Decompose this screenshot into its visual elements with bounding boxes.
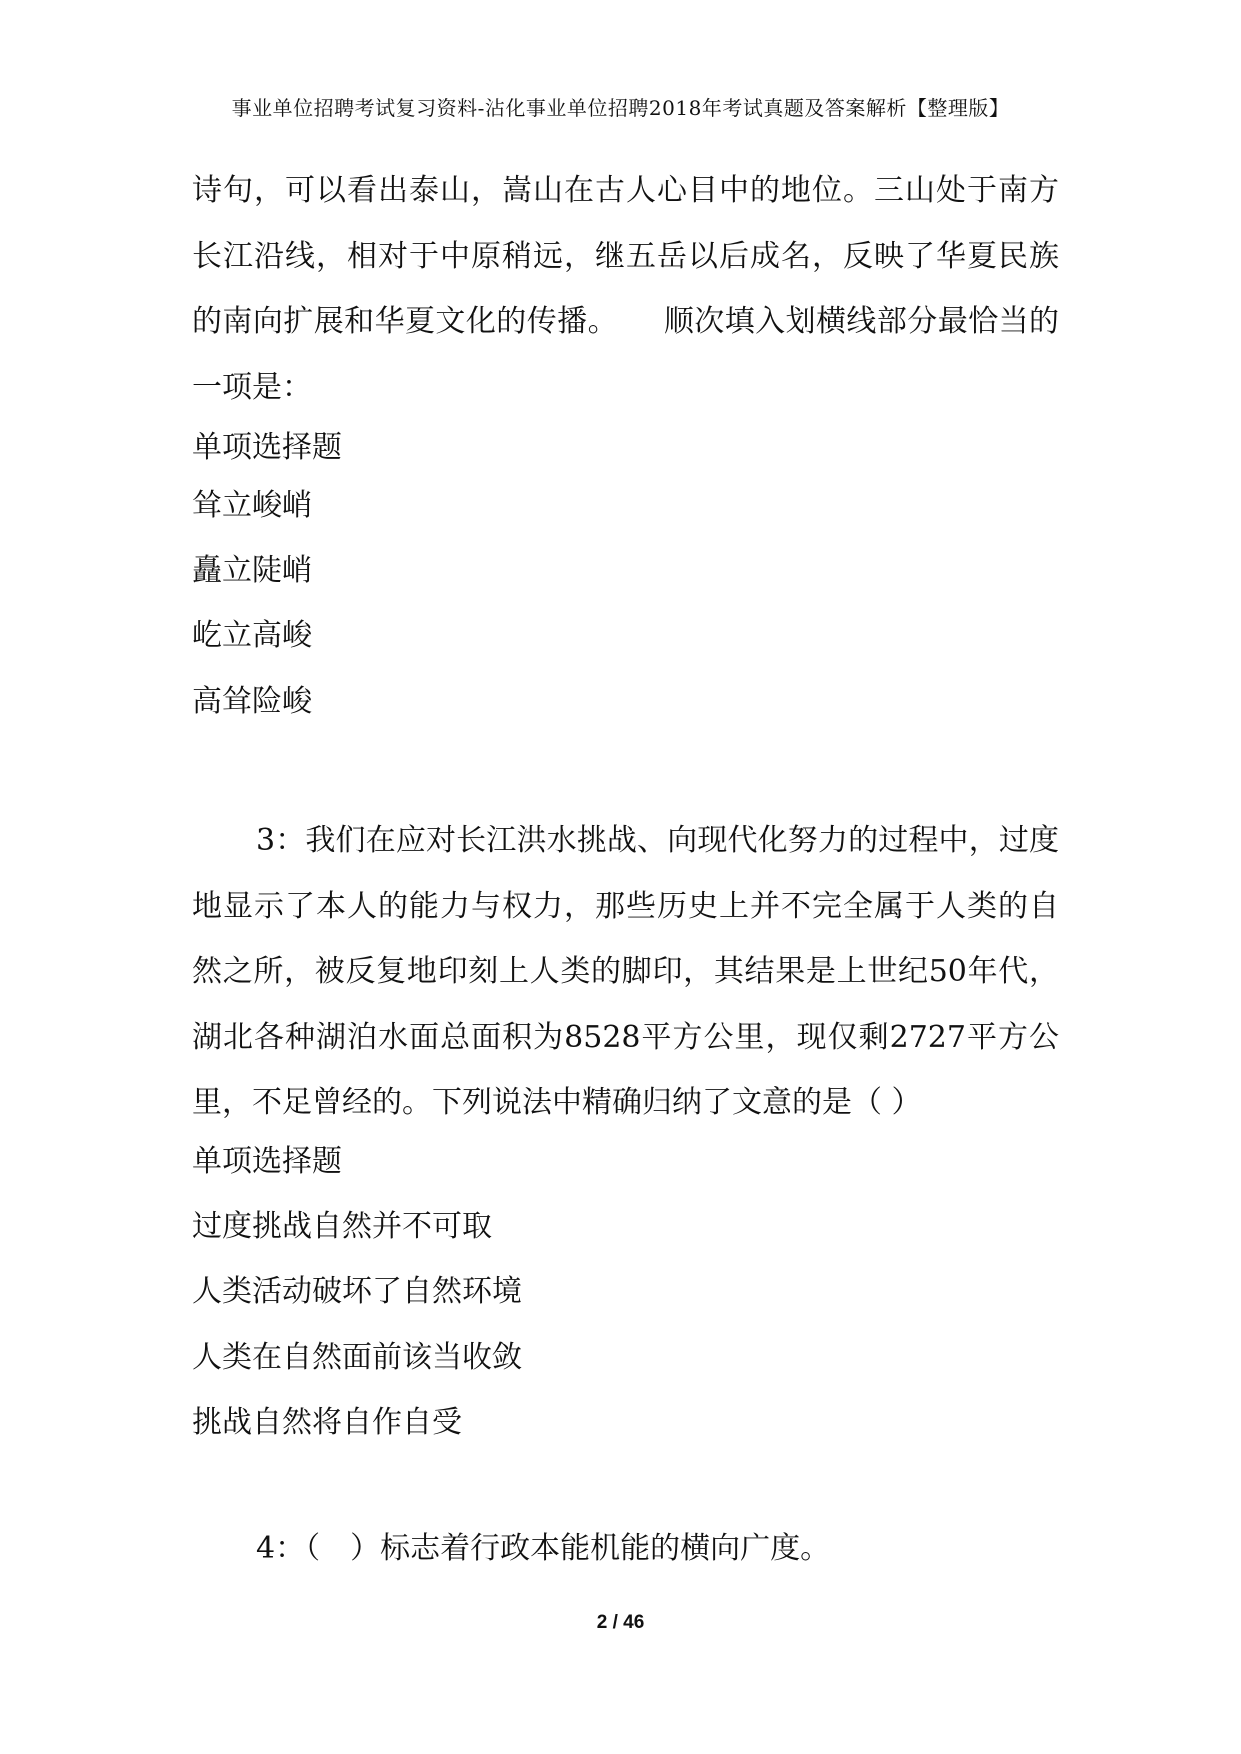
question-2-option-c: 屹立高峻 xyxy=(192,618,312,653)
document-header: 事业单位招聘考试复习资料-沾化事业单位招聘2018年考试真题及答案解析【整理版】 xyxy=(231,96,1010,120)
question-3-option-d: 挑战自然将自作自受 xyxy=(192,1405,462,1440)
question-3-option-c: 人类在自然面前该当收敛 xyxy=(192,1340,522,1375)
question-2-option-b: 矗立陡峭 xyxy=(192,553,312,588)
question-3-option-a: 过度挑战自然并不可取 xyxy=(192,1209,492,1244)
question-3-option-b: 人类活动破坏了自然环境 xyxy=(192,1274,522,1309)
question-2-type: 单项选择题 xyxy=(192,430,342,465)
question-2-option-d: 高耸险峻 xyxy=(192,684,312,719)
question-3-passage: 3：我们在应对长江洪水挑战、向现代化努力的过程中，过度地显示了本人的能力与权力，那些历史上并不完全属于人类的自然之所，被反复地印刻上人类的脚印，其结果是上世纪50年代，湖北各种湖泊水面总面积为8528平方公里，现仅剩2727平方公里，不足曾经的。下列说法中精确归纳了文意的是（ ） xyxy=(192,823,1059,1120)
question-2-passage: 诗句，可以看出泰山，嵩山在古人心目中的地位。三山处于南方长江沿线，相对于中原稍远，继五岳以后成名，反映了华夏民族的南向扩展和华夏文化的传播。 顺次填入划横线部分最恰当的一项是： xyxy=(192,173,1059,405)
question-3-type: 单项选择题 xyxy=(192,1144,342,1179)
question-4-stem: 4：（ ）标志着行政本能机能的横向广度。 xyxy=(256,1531,831,1566)
question-2-option-a: 耸立峻峭 xyxy=(192,488,312,523)
page-number: 2 / 46 xyxy=(596,1612,645,1633)
